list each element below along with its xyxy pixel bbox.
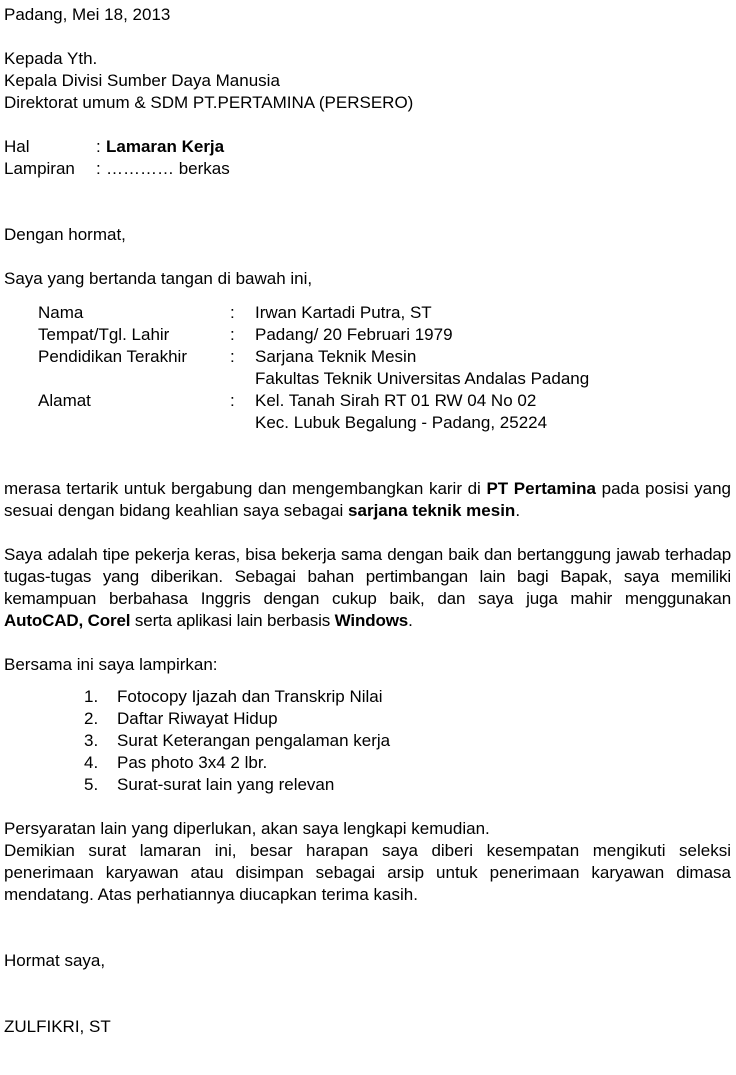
recipient-line-1: Kepada Yth. (4, 49, 98, 68)
paragraph-skills-platform: Windows (334, 611, 409, 630)
list-item-number: 5. (84, 775, 99, 794)
list-item-number: 3. (84, 731, 99, 750)
list-item (4, 708, 731, 730)
identity-row-nama (38, 302, 589, 324)
list-item-text: Pas photo 3x4 2 lbr. (117, 753, 268, 772)
recipient-block (4, 48, 731, 114)
paragraph-skills-text-2: serta aplikasi lain berbasis (130, 611, 335, 630)
paragraph-skills-text-1: Saya adalah tipe pekerja keras, bisa bekerja sama dengan baik dan bertanggung jawab terhadap tugas-tugas yang diberikan. Sebagai bahan pertimbangan lain bagi Bapak, saya memiliki kemampuan berbahasa Inggris dengan cukup baik, dan saya juga mahir menggunakan (4, 545, 731, 608)
hal-label: Hal (4, 137, 30, 156)
ttl-colon: : (230, 325, 235, 344)
place-date: Padang, Mei 18, 2013 (4, 5, 171, 24)
alamat-colon: : (230, 391, 235, 410)
recipient-line-2: Kepala Divisi Sumber Daya Manusia (4, 71, 280, 90)
closing-paragraph: Demikian surat lamaran ini, besar harapan saya diberi kesempatan mengikuti seleksi penerimaan karyawan atau disimpan sebagai arsip untuk penerimaan karyawan dimasa mendatang. Atas perhatiannya diucapkan terima kasih. (4, 841, 731, 904)
list-item-text: Daftar Riwayat Hidup (117, 709, 278, 728)
paragraph-interest-company: PT Pertamina (486, 479, 596, 498)
signature-name: ZULFIKRI, ST (4, 1017, 111, 1036)
pendidikan-label: Pendidikan Terakhir (38, 347, 187, 366)
pendidikan-value-line-1: Sarjana Teknik Mesin (255, 347, 417, 366)
pendidikan-value-line-2: Fakultas Teknik Universitas Andalas Padang (255, 369, 590, 388)
paragraph-interest-text-2: pada posisi yang sesuai dengan bidang keahlian saya sebagai (4, 479, 731, 520)
alamat-value-line-2: Kec. Lubuk Begalung - Padang, 25224 (255, 413, 548, 432)
lampiran-colon: : (96, 159, 101, 178)
list-item-text: Fotocopy Ijazah dan Transkrip Nilai (117, 687, 383, 706)
closing-line: Persyaratan lain yang diperlukan, akan saya lengkapi kemudian. (4, 819, 490, 838)
identity-row-ttl (38, 324, 589, 346)
list-item (4, 686, 731, 708)
list-item (4, 730, 731, 752)
hal-colon: : (96, 137, 101, 156)
paragraph-interest (4, 478, 731, 522)
nama-value: Irwan Kartadi Putra, ST (255, 303, 432, 322)
sign-off: Hormat saya, (4, 951, 106, 970)
attachments-intro: Bersama ini saya lampirkan: (4, 655, 218, 674)
pendidikan-value (255, 346, 589, 390)
list-item-number: 4. (84, 753, 99, 772)
list-item-text: Surat Keterangan pengalaman kerja (117, 731, 391, 750)
identity-table (38, 302, 589, 434)
paragraph-interest-text-1: merasa tertarik untuk bergabung dan mengembangkan karir di (4, 479, 487, 498)
paragraph-skills-text-3: . (408, 611, 413, 630)
paragraph-skills (4, 544, 731, 632)
list-item-number: 2. (84, 709, 99, 728)
subject-block (4, 136, 230, 180)
identity-row-pendidikan (38, 346, 589, 390)
list-item (4, 752, 731, 774)
alamat-label: Alamat (38, 391, 91, 410)
hal-value (106, 136, 230, 158)
paragraph-interest-degree: sarjana teknik mesin (348, 501, 516, 520)
pendidikan-colon: : (230, 347, 235, 366)
nama-label: Nama (38, 303, 84, 322)
identity-row-alamat (38, 390, 589, 434)
list-item-number: 1. (84, 687, 99, 706)
paragraph-skills-software: AutoCAD, Corel (4, 611, 131, 630)
list-item (4, 774, 731, 796)
list-item-text: Surat-surat lain yang relevan (117, 775, 335, 794)
hal-value-text: Lamaran Kerja (106, 137, 225, 156)
recipient-line-3: Direktorat umum & SDM PT.PERTAMINA (PERSERO) (4, 93, 414, 112)
alamat-value (255, 390, 589, 434)
lampiran-value: ………… berkas (106, 159, 230, 178)
subject-row-lampiran (4, 158, 230, 180)
ttl-label: Tempat/Tgl. Lahir (38, 325, 170, 344)
subject-row-hal (4, 136, 230, 158)
paragraph-interest-text-3: . (515, 501, 521, 520)
lampiran-label: Lampiran (4, 159, 75, 178)
intro-line: Saya yang bertanda tangan di bawah ini, (4, 269, 313, 288)
attachments-list (4, 686, 731, 796)
ttl-value: Padang/ 20 Februari 1979 (255, 325, 453, 344)
alamat-value-line-1: Kel. Tanah Sirah RT 01 RW 04 No 02 (255, 391, 537, 410)
nama-colon: : (230, 303, 235, 322)
salutation: Dengan hormat, (4, 225, 126, 244)
letter (4, 4, 731, 1038)
